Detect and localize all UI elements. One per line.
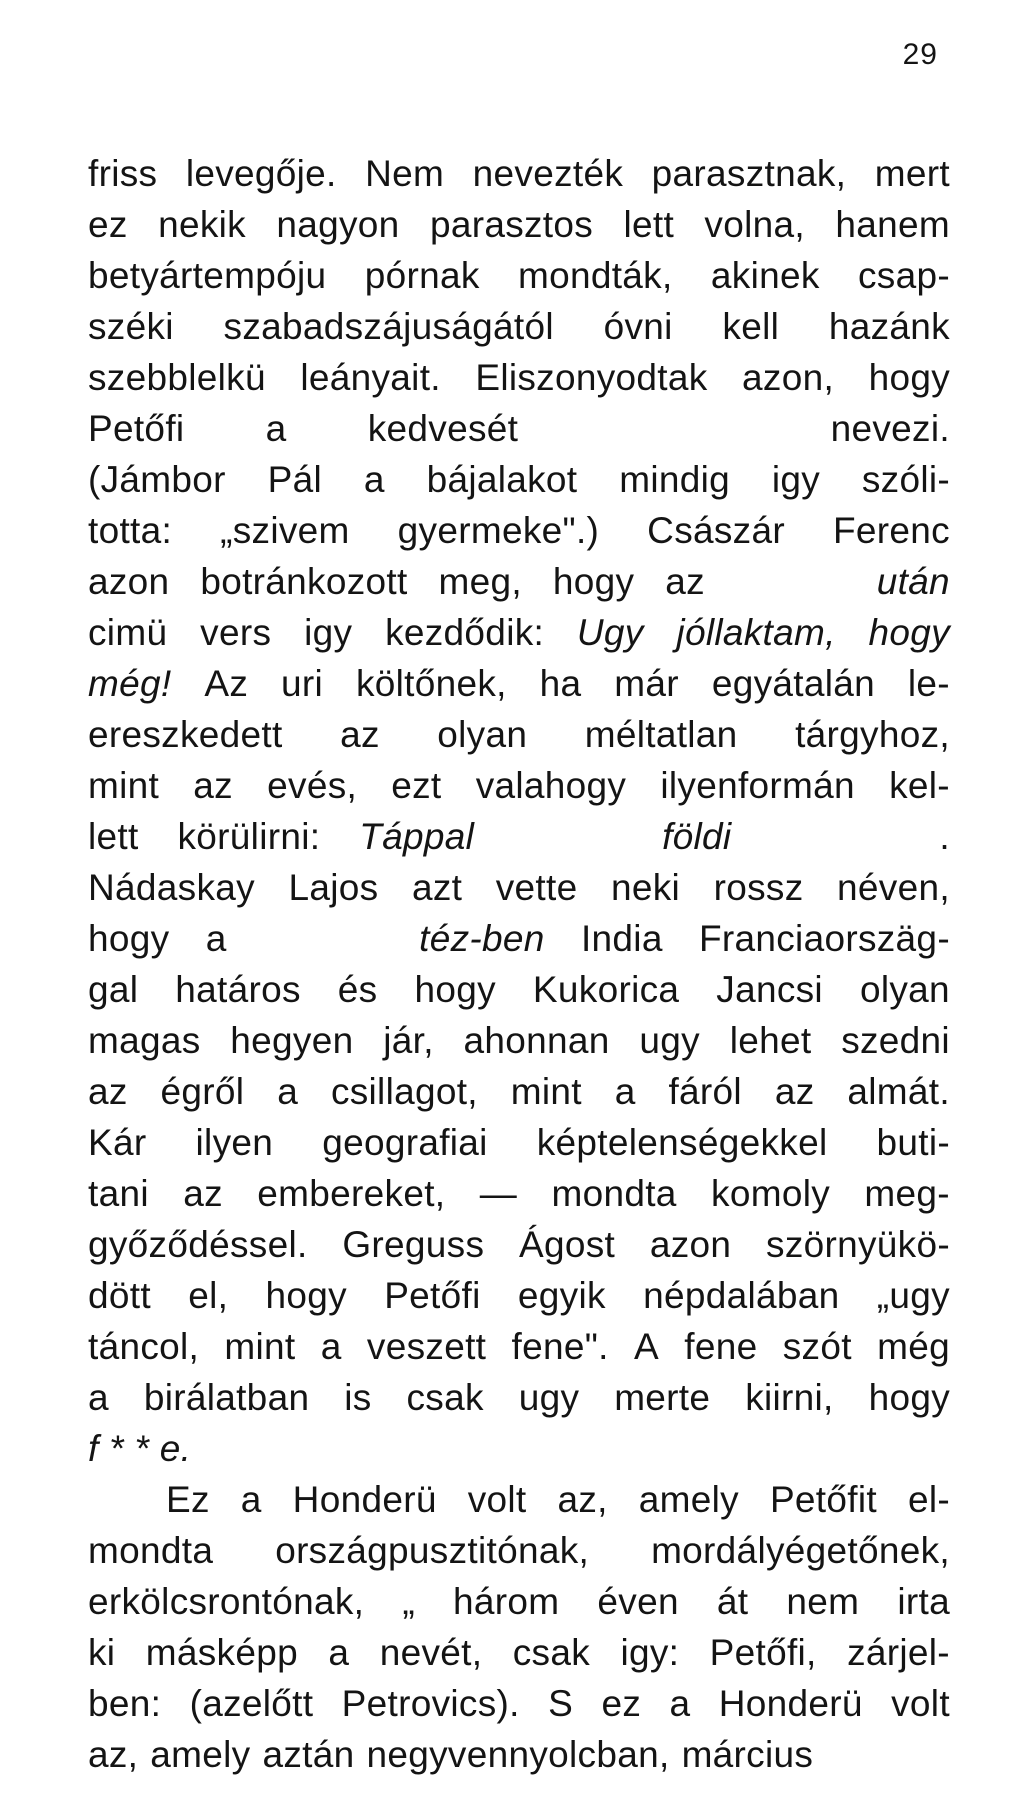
word: tárgyhoz, [795, 714, 950, 755]
word: csak [406, 1377, 484, 1418]
text-line [88, 250, 950, 301]
word: . [939, 816, 950, 857]
word: ez [88, 204, 128, 245]
word: kezdődik: [385, 612, 545, 653]
word: Ágost [518, 1224, 616, 1265]
word: Honderü [718, 1683, 863, 1724]
word: földi [662, 816, 732, 857]
word: képtelenségekkel [536, 1122, 828, 1163]
word: is [344, 1377, 372, 1418]
text-line [88, 1168, 950, 1219]
word: csak [512, 1632, 591, 1673]
word: lett [623, 204, 675, 245]
word: fene". [511, 1326, 609, 1367]
text-line [88, 1015, 950, 1066]
word: Eliszonyodtak [475, 357, 708, 398]
word: volt [467, 1479, 527, 1520]
word: méltatlan [584, 714, 738, 755]
text-line [88, 454, 950, 505]
word: valahogy [475, 765, 627, 806]
word: nekik [158, 204, 246, 245]
word: Petőfit [769, 1479, 877, 1520]
word: ben: [88, 1683, 162, 1724]
word: cimü [88, 612, 168, 653]
word: olyan [437, 714, 528, 755]
word: a [88, 1377, 109, 1418]
word: Honderü [292, 1479, 437, 1520]
word: még [877, 1326, 950, 1367]
word: az [183, 1173, 223, 1214]
word: hogy [265, 1275, 347, 1316]
word: országpusztitónak, [275, 1530, 590, 1571]
word: Pál [267, 459, 323, 500]
blank-gap [599, 403, 749, 454]
word: Greguss [342, 1224, 485, 1265]
word: f * * e. [88, 1428, 192, 1469]
word: ugy [639, 1020, 700, 1061]
word: magas [88, 1020, 201, 1061]
word: mordályégetőnek, [651, 1530, 950, 1571]
text-line [88, 913, 950, 964]
page-number: 29 [902, 38, 938, 71]
word: egyátalán [711, 663, 875, 704]
word: Az [204, 663, 249, 704]
word: S [548, 1683, 574, 1724]
word: széki [88, 306, 174, 347]
word: betyártempóju [88, 255, 327, 296]
word: Ugy [576, 612, 644, 653]
word: március [681, 1734, 814, 1775]
text-line [88, 811, 950, 862]
word: India [580, 918, 663, 959]
word: másképp [145, 1632, 298, 1673]
word: nem [786, 1581, 860, 1622]
word: volt [891, 1683, 950, 1724]
word: a [205, 918, 227, 959]
word: ilyen [195, 1122, 274, 1163]
word: szörnyükö- [766, 1224, 950, 1265]
word: volna, [704, 204, 805, 245]
word: jóllaktam, [676, 612, 836, 653]
body-text [88, 148, 950, 1780]
word: aztán [262, 1734, 355, 1775]
blank-gap [513, 811, 623, 862]
word: az [774, 1071, 815, 1112]
word: (Jámbor [88, 459, 226, 500]
word: a [240, 1479, 262, 1520]
word: hogy [868, 612, 950, 653]
word: uri [281, 663, 324, 704]
blank-gap [736, 556, 846, 607]
word: égről [160, 1071, 245, 1112]
word: meg- [864, 1173, 950, 1214]
word: nevezték [472, 153, 624, 194]
word: Jancsi [716, 969, 823, 1010]
word: akinek [710, 255, 820, 296]
word: neki [611, 867, 681, 908]
text-line [88, 1270, 950, 1321]
word: a [320, 1326, 342, 1367]
word: nevét, [379, 1632, 483, 1673]
word: parasztos [429, 204, 594, 245]
word: evés, [267, 765, 358, 806]
word: gyermeke".) [397, 510, 600, 551]
word: kedvesét [367, 408, 519, 449]
word: parasztnak, [651, 153, 847, 194]
text-line [88, 301, 950, 352]
word: szóli- [861, 459, 950, 500]
word: el- [907, 1479, 950, 1520]
word: óvni [603, 306, 673, 347]
word: lehet [729, 1020, 812, 1061]
blank-gap [770, 811, 900, 862]
text-line [88, 1219, 950, 1270]
word: mondta [551, 1173, 677, 1214]
text-line [88, 964, 950, 1015]
word: nagyon [276, 204, 400, 245]
word: Nádaskay [88, 867, 255, 908]
word: az [88, 1071, 128, 1112]
word: „ugy [876, 1275, 950, 1316]
word: irta [897, 1581, 950, 1622]
word: levegője. [185, 153, 337, 194]
word: Petőfi, [709, 1632, 817, 1673]
word: ereszkedett [88, 714, 283, 755]
word: után [876, 561, 950, 602]
word: kiirni, [745, 1377, 834, 1418]
word: mint [88, 765, 160, 806]
word: merte [614, 1377, 711, 1418]
word: veszett [366, 1326, 487, 1367]
word: nevezi. [830, 408, 950, 449]
word: amely [638, 1479, 739, 1520]
word: meg, [438, 561, 522, 602]
word: Franciaorszäg- [698, 918, 950, 959]
text-line [88, 403, 950, 454]
word: az, [557, 1479, 608, 1520]
word: ezt [391, 765, 442, 806]
word: még! [88, 663, 172, 704]
word: szedni [841, 1020, 950, 1061]
text-line [88, 1729, 950, 1780]
text-line [88, 1423, 950, 1474]
word: „ [402, 1581, 415, 1622]
word: le- [907, 663, 950, 704]
word: az [340, 714, 380, 755]
word: fene [684, 1326, 758, 1367]
word: negyvennyolcban, [366, 1734, 670, 1775]
word: embereket, [257, 1173, 446, 1214]
word: erkölcsrontónak, [88, 1581, 365, 1622]
word: ahonnan [463, 1020, 610, 1061]
text-line [88, 1474, 950, 1525]
word: Petrovics). [341, 1683, 520, 1724]
text-line [88, 352, 950, 403]
text-line [88, 505, 950, 556]
word: A [634, 1326, 659, 1367]
word: ilyenformán [660, 765, 855, 806]
word: bájalakot [426, 459, 578, 500]
text-line [88, 556, 950, 607]
word: totta: [88, 510, 173, 551]
word: hogy [414, 969, 496, 1010]
word: szabadszájuságától [223, 306, 554, 347]
word: tani [88, 1173, 149, 1214]
word: pórnak [364, 255, 480, 296]
text-line [88, 1576, 950, 1627]
word: hogy [88, 918, 170, 959]
word: az, [88, 1734, 139, 1775]
word: mint [224, 1326, 296, 1367]
blank-gap [263, 913, 383, 964]
word: és [337, 969, 378, 1010]
text-line [88, 199, 950, 250]
word: az [665, 561, 705, 602]
word: Lajos [288, 867, 379, 908]
word: azt [411, 867, 463, 908]
text-line [88, 709, 950, 760]
text-line [88, 1678, 950, 1729]
word: Petőfi [384, 1275, 481, 1316]
word: egyik [517, 1275, 606, 1316]
word: leányait. [300, 357, 441, 398]
word: ki [88, 1632, 116, 1673]
text-line [88, 1627, 950, 1678]
text-line [88, 607, 950, 658]
word: a [265, 408, 287, 449]
word: el, [188, 1275, 229, 1316]
word: igy [771, 459, 821, 500]
word: „szivem [220, 510, 350, 551]
word: hegyen [230, 1020, 354, 1061]
word: Petőfi [88, 408, 185, 449]
word: mint [510, 1071, 582, 1112]
word: át [716, 1581, 749, 1622]
word: szót [782, 1326, 852, 1367]
text-line [88, 1372, 950, 1423]
word: — [479, 1173, 518, 1214]
word: kel- [889, 765, 950, 806]
word: a [669, 1683, 691, 1724]
word: almát. [847, 1071, 950, 1112]
text-line [88, 658, 950, 709]
word: körülirni: [177, 816, 321, 857]
text-line [88, 862, 950, 913]
word: az [193, 765, 233, 806]
word: Nem [365, 153, 445, 194]
word: fáról [668, 1071, 742, 1112]
word: a [614, 1071, 636, 1112]
word: csap- [857, 255, 950, 296]
word: már [614, 663, 679, 704]
word: lett [88, 816, 139, 857]
word: a [328, 1632, 350, 1673]
word: birálatban [143, 1377, 310, 1418]
word: néven, [837, 867, 950, 908]
word: vers [200, 612, 272, 653]
word: szebblelkü [88, 357, 266, 398]
word: Kár [88, 1122, 147, 1163]
word: a [277, 1071, 299, 1112]
word: ugy [518, 1377, 580, 1418]
word: rossz [713, 867, 804, 908]
word: három [452, 1581, 560, 1622]
text-line [88, 1525, 950, 1576]
text-line [88, 148, 950, 199]
word: ha [539, 663, 582, 704]
word: jár, [383, 1020, 434, 1061]
word: mondta [88, 1530, 214, 1571]
word: azon [649, 1224, 732, 1265]
word: vette [495, 867, 578, 908]
text-line [88, 1066, 950, 1117]
word: téz-ben [419, 918, 545, 959]
word: komoly [711, 1173, 831, 1214]
text-line [88, 1117, 950, 1168]
word: hogy [868, 1377, 950, 1418]
word: ez [601, 1683, 642, 1724]
word: táncol, [88, 1326, 200, 1367]
word: kell [722, 306, 780, 347]
word: Ez [166, 1479, 210, 1520]
word: Táppal [359, 816, 475, 857]
word: győződéssel. [88, 1224, 308, 1265]
text-line [88, 760, 950, 811]
word: Császár [647, 510, 785, 551]
word: friss [88, 153, 158, 194]
word: hazánk [828, 306, 950, 347]
word: (azelőtt [189, 1683, 314, 1724]
word: botránkozott [200, 561, 408, 602]
word: buti- [876, 1122, 950, 1163]
word: hogy [552, 561, 635, 602]
word: határos [175, 969, 301, 1010]
word: dött [88, 1275, 151, 1316]
word: népdalában [643, 1275, 840, 1316]
word: hogy [868, 357, 950, 398]
word: mondták, [517, 255, 673, 296]
word: azon, [742, 357, 835, 398]
word: azon [88, 561, 170, 602]
word: mert [874, 153, 950, 194]
word: hanem [835, 204, 950, 245]
word: Kukorica [532, 969, 680, 1010]
word: geografiai [322, 1122, 488, 1163]
word: mindig [619, 459, 730, 500]
word: igy [304, 612, 353, 653]
word: csillagot, [330, 1071, 478, 1112]
word: költőnek, [355, 663, 507, 704]
word: amely [150, 1734, 251, 1775]
word: igy: [620, 1632, 680, 1673]
word: éven [597, 1581, 679, 1622]
word: olyan [859, 969, 950, 1010]
word: zárjel- [847, 1632, 950, 1673]
word: gal [88, 969, 139, 1010]
text-line [88, 1321, 950, 1372]
word: Ferenc [832, 510, 950, 551]
word: a [363, 459, 385, 500]
